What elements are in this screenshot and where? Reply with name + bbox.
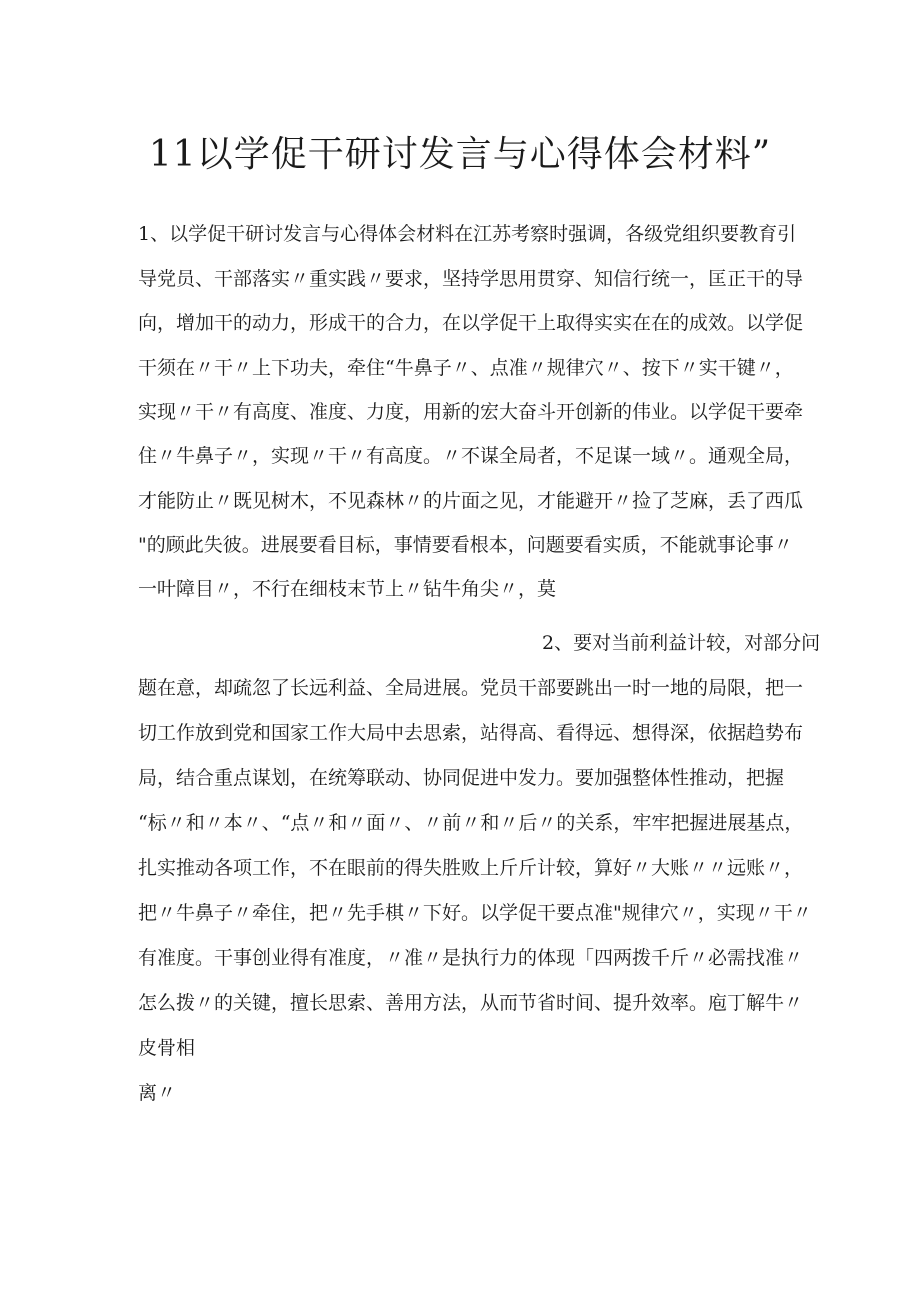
paragraph-line: 把〃牛鼻子〃牵住，把〃先手棋〃下好。以学促干要点准"规律穴〃，实现〃干〃 bbox=[138, 902, 812, 924]
paragraph-line: 离〃 bbox=[138, 1082, 177, 1104]
paragraph-line: 怎么拨〃的关键，擅长思索、善用方法，从而节省时间、提升效率。庖丁解牛〃 bbox=[138, 992, 804, 1014]
paragraph-line: 才能防止〃既见树木，不见森林〃的片面之见，才能避开〃捡了芝麻，丢了西瓜 bbox=[138, 490, 804, 512]
paragraph-line: 2、要对当前利益计较，对部分问 bbox=[542, 632, 821, 654]
paragraph-line: 住〃牛鼻子〃，实现〃干〃有高度。〃不谋全局者，不足谋一域〃。通观全局， bbox=[138, 445, 804, 467]
paragraph-line: 局，结合重点谋划，在统筹联动、协同促进中发力。要加强整体性推动，把握 bbox=[138, 767, 785, 789]
paragraph-line: 干须在〃干〃上下功夫，牵住“牛鼻子〃、点准〃规律穴〃、按下〃实干键〃， bbox=[138, 357, 794, 379]
paragraph-line: 一叶障目〃，不行在细枝末节上〃钻牛角尖〃，莫 bbox=[138, 578, 557, 600]
paragraph-line: 皮骨相 bbox=[138, 1037, 196, 1059]
paragraph-line: 1、以学促干研讨发言与心得体会材料在江苏考察时强调，各级党组织要教育引 bbox=[138, 223, 797, 245]
paragraph-line: 向，增加干的动力，形成干的合力，在以学促干上取得实实在在的成效。以学促 bbox=[138, 312, 804, 334]
paragraph-line: "的顾此失彼。进展要看目标，事情要看根本，问题要看实质，不能就事论事〃 bbox=[138, 534, 793, 556]
paragraph-line: “标〃和〃本〃、“点〃和〃面〃、〃前〃和〃后〃的关系，牢牢把握进展基点， bbox=[138, 812, 804, 834]
document-title: 11以学促干研讨发言与心得体会材料” bbox=[148, 134, 772, 175]
paragraph-line: 题在意，却疏忽了长远利益、全局进展。党员干部要跳出一时一地的局限，把一 bbox=[138, 677, 804, 699]
paragraph-line: 扎实推动各项工作，不在眼前的得失胜败上斤斤计较，算好〃大账〃〃远账〃， bbox=[138, 857, 804, 879]
paragraph-line: 有准度。干事创业得有准度，〃准〃是执行力的体现「四两拨千斤〃必需找准〃 bbox=[138, 947, 804, 969]
paragraph-line: 实现〃干〃有高度、准度、力度，用新的宏大奋斗开创新的伟业。以学促干要牵 bbox=[138, 401, 804, 423]
paragraph-line: 导党员、干部落实〃重实践〃要求，坚持学思用贯穿、知信行统一，匡正干的导 bbox=[138, 268, 804, 290]
paragraph-line: 切工作放到党和国家工作大局中去思索，站得高、看得远、想得深，依据趋势布 bbox=[138, 722, 804, 744]
